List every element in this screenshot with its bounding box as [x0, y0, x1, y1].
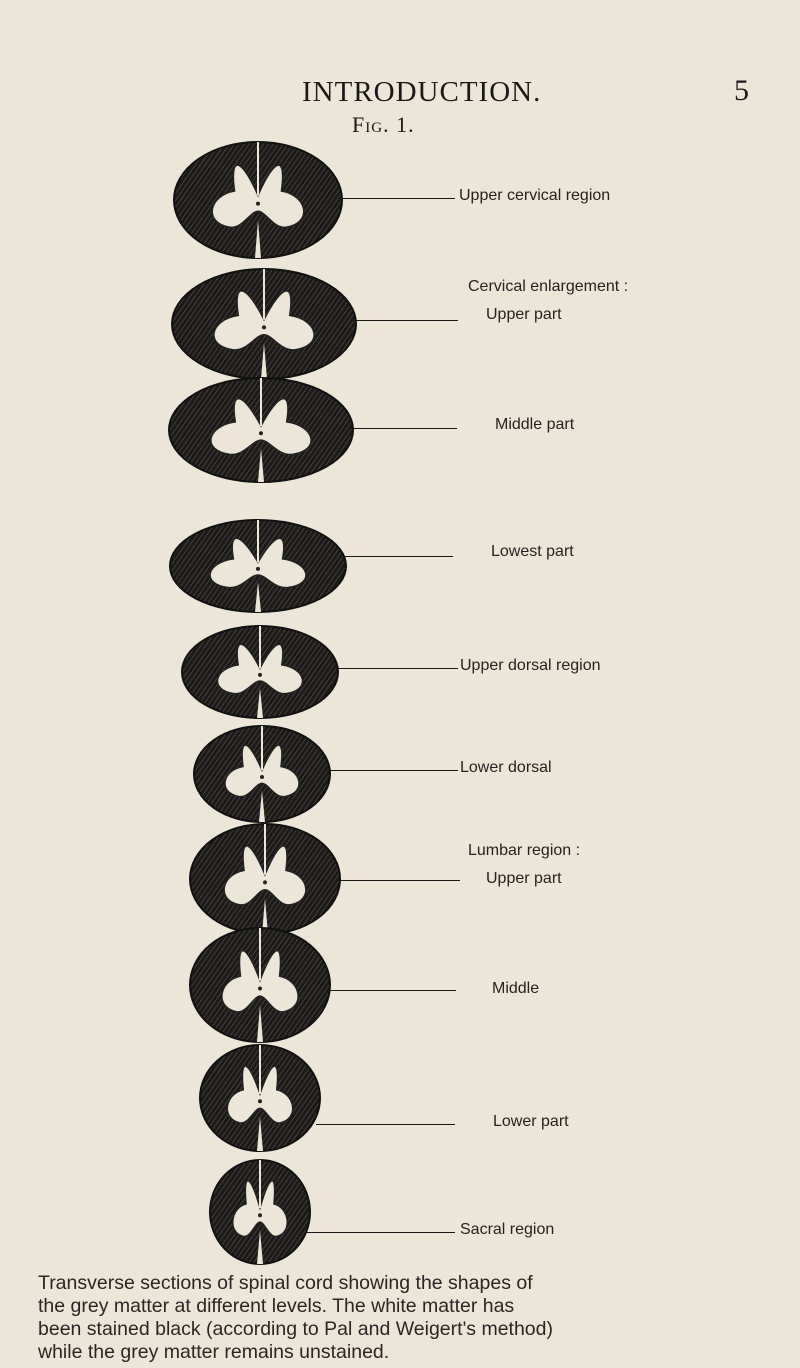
leader-line [326, 770, 458, 771]
leader-line [336, 880, 460, 881]
spinal-cord-section-6 [190, 722, 334, 830]
caption-line: Transverse sections of spinal cord showing the shapes of [38, 1272, 533, 1294]
section-label: Upper part [486, 870, 562, 887]
section-label: Lumbar region : [468, 842, 581, 859]
section-label: Lower part [493, 1113, 569, 1130]
section-label: Upper part [486, 306, 562, 323]
spinal-cord-section-4 [166, 516, 350, 620]
spinal-cord-section-10 [206, 1156, 314, 1272]
spinal-cord-section-3 [165, 374, 357, 490]
leader-line [342, 556, 453, 557]
section-label: Upper dorsal region [460, 657, 601, 674]
leader-line [352, 320, 458, 321]
leader-line [349, 428, 457, 429]
figure-caption [38, 1272, 752, 1364]
section-label: Middle [492, 980, 540, 997]
leader-line [306, 1232, 455, 1233]
section-label: Sacral region [460, 1221, 555, 1238]
caption-line: been stained black (according to Pal and Weigert's method) [38, 1318, 553, 1340]
section-label: Lowest part [491, 543, 574, 560]
caption-line: the grey matter at different levels. The white matter has [38, 1295, 515, 1317]
section-label: Lower dorsal [460, 759, 552, 776]
leader-line [316, 1124, 455, 1125]
leader-line [338, 198, 455, 199]
page-number: 5 [734, 74, 749, 107]
section-label: Middle part [495, 416, 575, 433]
spinal-cord-section-8 [186, 924, 334, 1050]
figure-label: Fig. 1. [352, 112, 415, 137]
leader-line [326, 990, 456, 991]
section-label: Cervical enlargement : [468, 278, 629, 295]
spinal-cord-section-2 [168, 265, 360, 387]
caption-line: while the grey matter remains unstained. [38, 1341, 390, 1363]
spinal-cord-section-1 [170, 138, 346, 266]
running-head: INTRODUCTION. [302, 76, 542, 108]
spinal-cord-section-5 [178, 622, 342, 726]
section-label: Upper cervical region [459, 187, 611, 204]
leader-line [334, 668, 458, 669]
spinal-cord-section-9 [196, 1041, 324, 1159]
